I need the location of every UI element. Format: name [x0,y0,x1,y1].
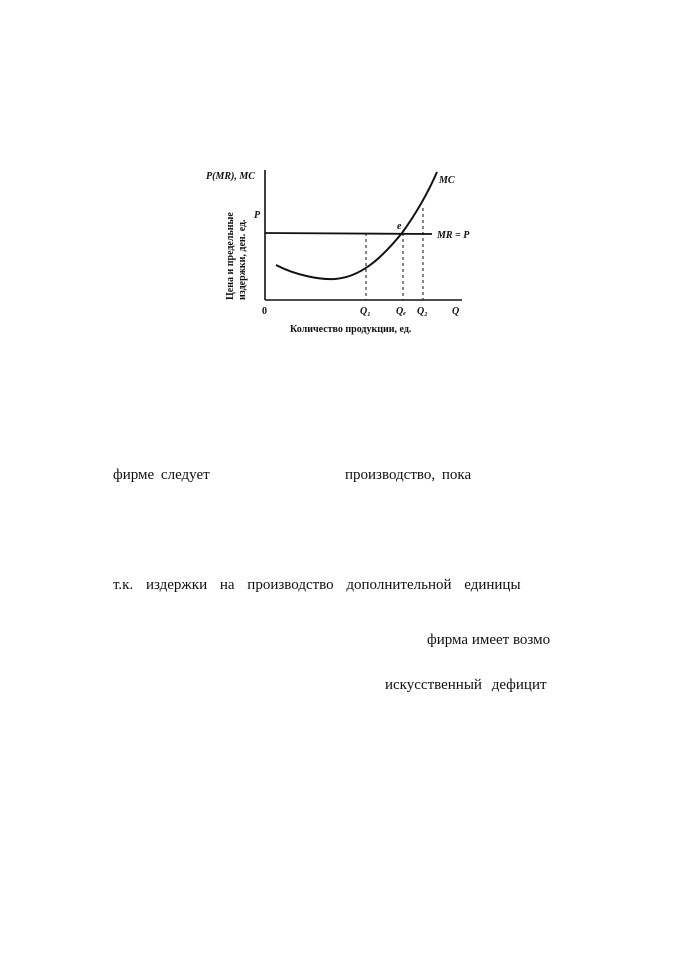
y-axis-desc-line2: издержки, ден. ед. [237,219,248,300]
y-axis-title: P(MR), MC [206,171,255,182]
text-line-3: фирма имеет возмо [427,632,551,648]
mr-line-label: MR = P [437,230,470,241]
equilibrium-point-label: e [397,221,402,232]
text-line-1-left: фирме следует [113,467,210,483]
qe-tick-label: Qₑ [396,306,406,317]
mc-mr-diagram [0,0,678,400]
p-tick-label: P [254,210,261,221]
text-line-2: т.к. издержки на производство дополнительной единицы [113,577,521,593]
q1-tick-label: Q₁ [360,306,371,317]
y-axis-desc-line1: Цена и предельные [225,212,236,300]
mc-curve [276,172,437,279]
text-line-4: искусственный дефицит [385,677,547,693]
origin-label: 0 [262,306,267,317]
q2-tick-label: Q₂ [417,306,428,317]
x-axis-desc: Количество продукции, ед. [290,324,412,335]
q-axis-label: Q [452,306,460,317]
mc-curve-label: MC [439,175,455,186]
mr-line [265,233,432,234]
text-line-1-right: производство, пока [345,467,472,483]
